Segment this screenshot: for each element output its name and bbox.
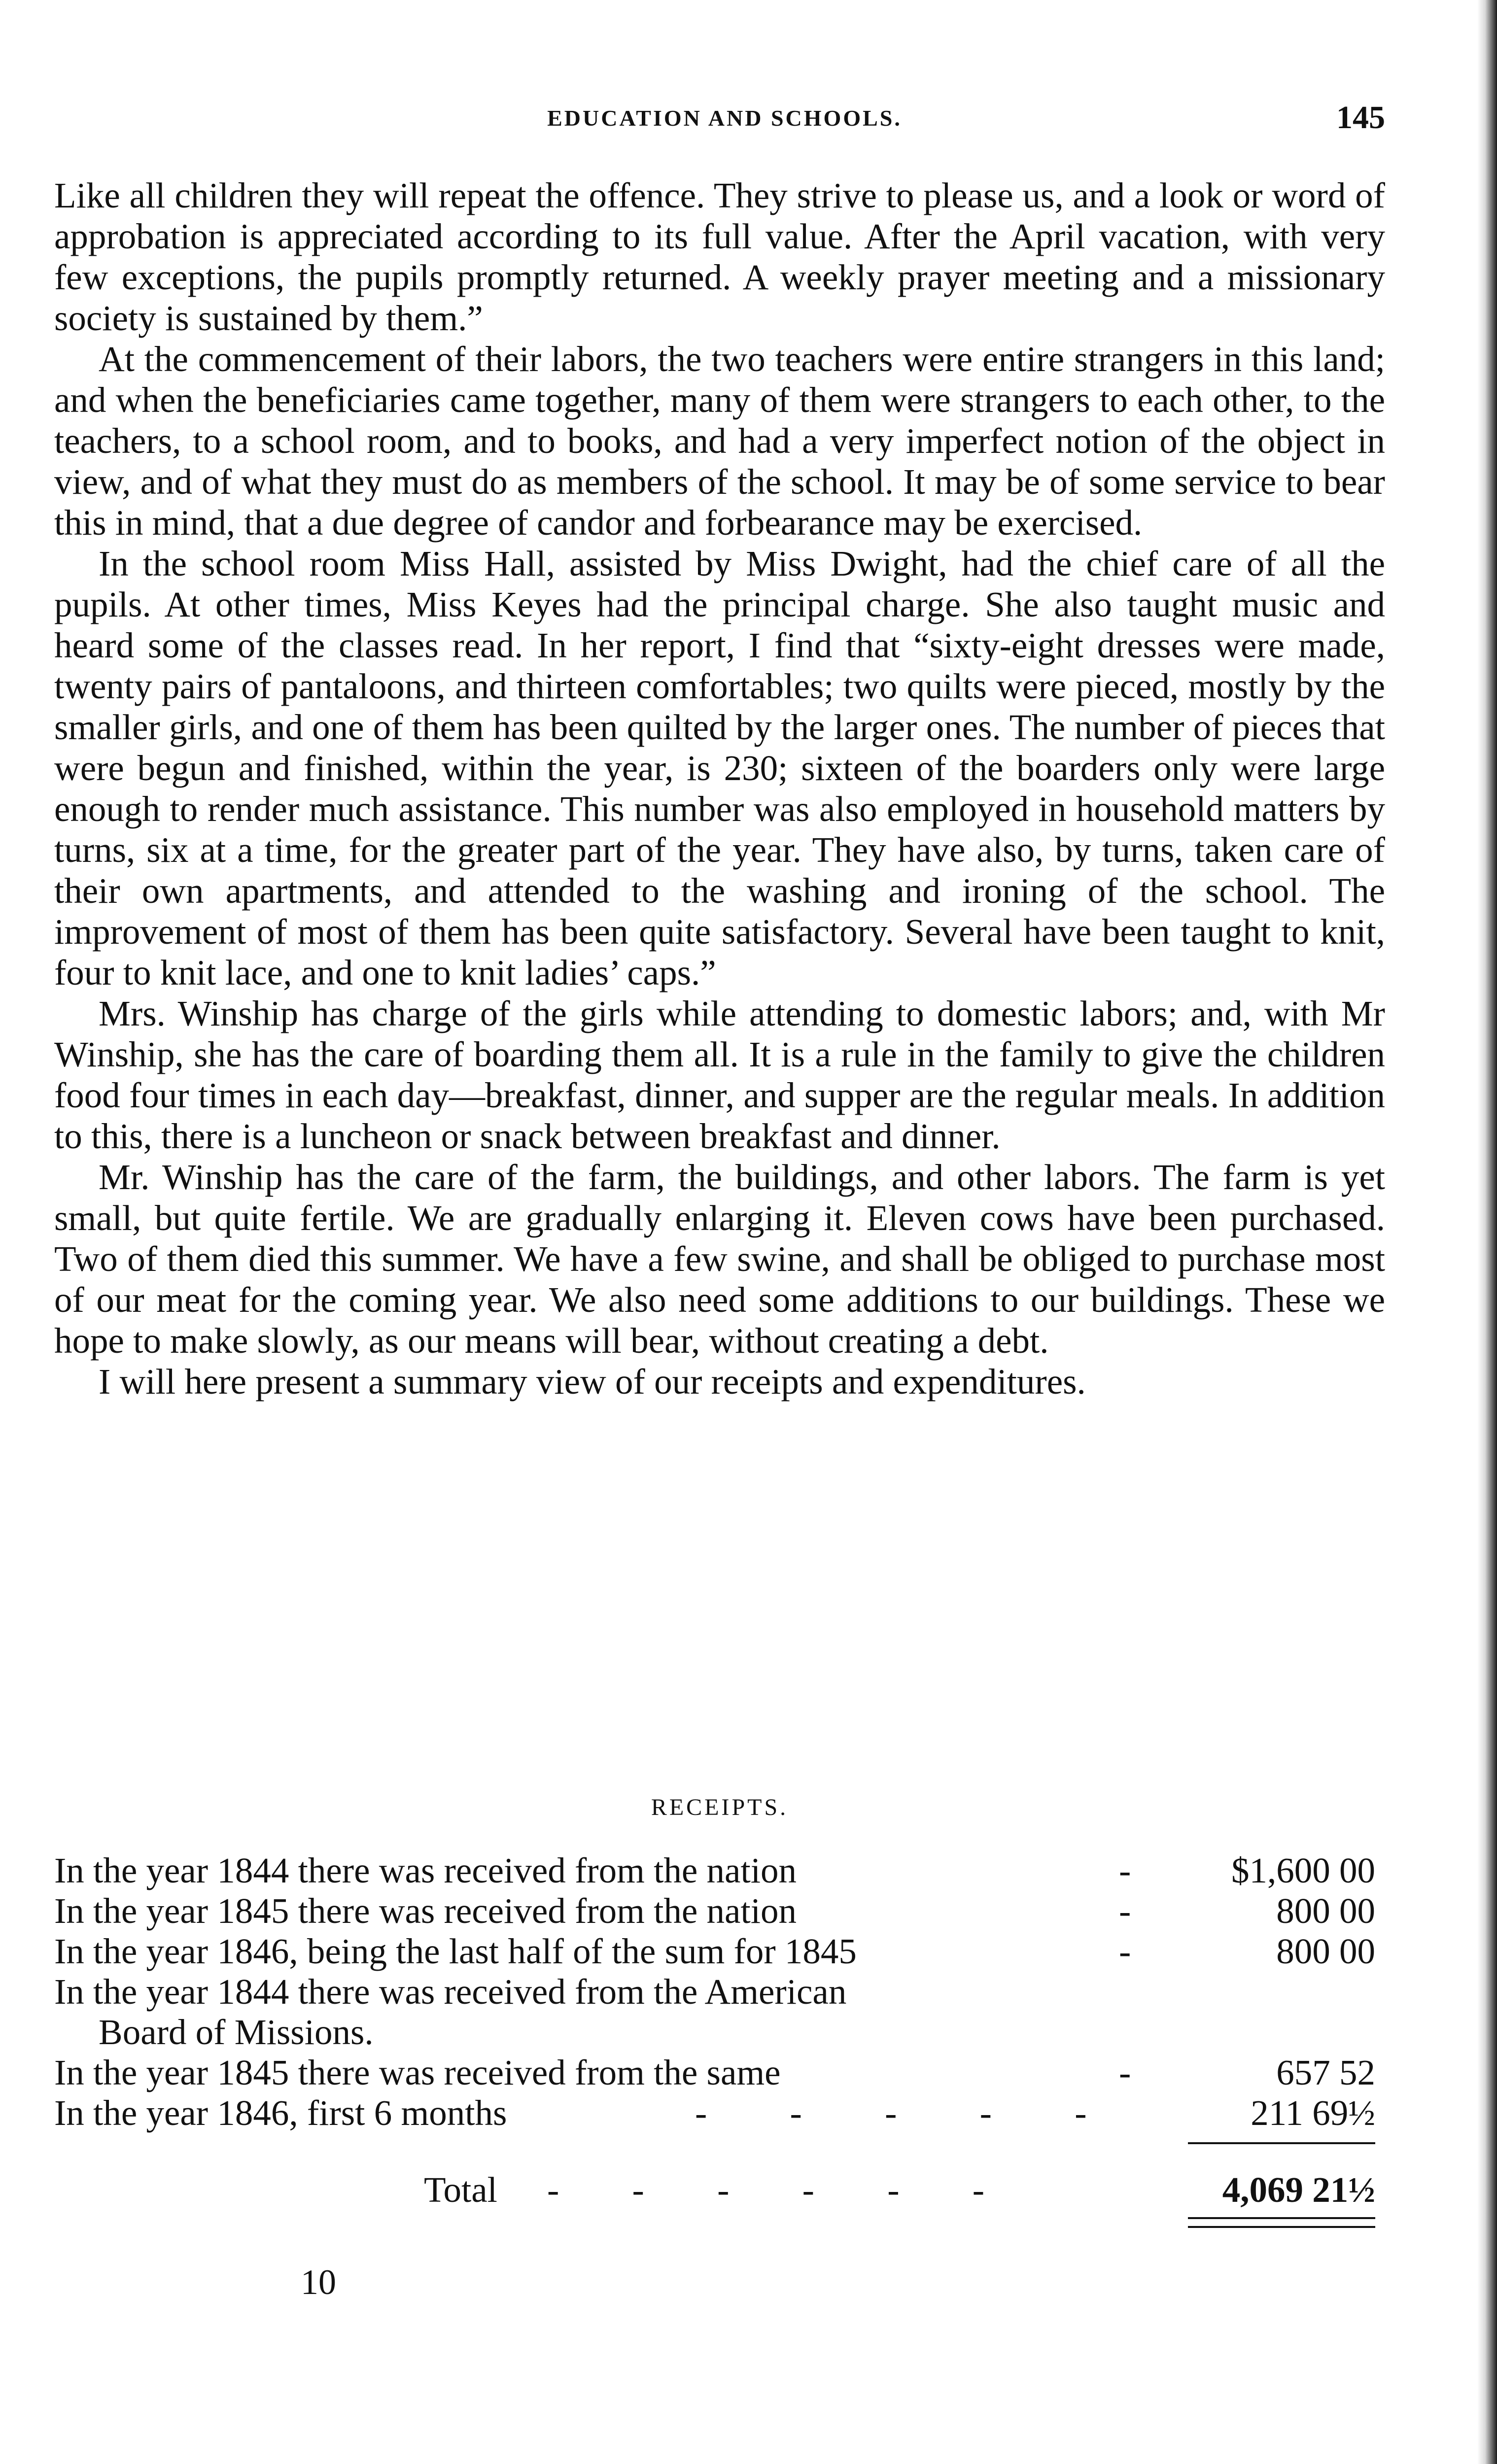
receipt-description: In the year 1846, first 6 months (54, 2093, 507, 2133)
receipt-row (54, 1891, 1375, 1931)
double-rule-wrap (54, 2217, 1375, 2232)
receipt-amount: 800 00 (1276, 1931, 1375, 1971)
receipt-description (54, 1972, 1109, 2053)
leader-dash: - - - - - (695, 2093, 1087, 2133)
paragraph-5: Mr. Winship has the care of the farm, the buildings, and other labors. The farm is yet small, but quite fertile. We are gradually enlarging it. Eleven cows have been purchased. Two of them died this summer. We have a few swine, and shall be obliged to purchase most of our meat for the coming year. We also need some additions to our buildings. These we hope to make slowly, as our means will bear, without creating a debt. (54, 1157, 1385, 1361)
receipts-title: RECEIPTS. (651, 1794, 789, 1820)
receipt-amount: 800 00 (1276, 1891, 1375, 1931)
receipt-amount: $1,600 00 (1231, 1850, 1375, 1890)
page-header (54, 96, 1395, 145)
leader-dash: - (1119, 2053, 1131, 2092)
receipt-row (54, 1850, 1375, 1891)
receipt-row (54, 2093, 1375, 2133)
receipt-description: In the year 1845 there was received from the same (54, 2053, 781, 2092)
total-leader-dashes: - - - - - - (547, 2170, 985, 2210)
signature-mark: 10 (301, 2262, 336, 2302)
receipt-description: In the year 1845 there was received from the nation (54, 1891, 797, 1931)
leader-dash: - (1119, 1931, 1131, 1971)
receipt-row (54, 2053, 1375, 2093)
receipt-description-line-2: Board of Missions. (99, 2012, 374, 2052)
receipts-table (54, 1850, 1375, 2232)
body-text (54, 175, 1385, 1402)
double-rule (1188, 2217, 1375, 2228)
paragraph-6: I will here present a summary view of our receipts and expenditures. (99, 1362, 1086, 1402)
total-row (54, 2163, 1375, 2217)
paragraph-2: At the commencement of their labors, the two teachers were entire strangers in this land; and when the beneficiaries came together, many of them were strangers to each other, to the teachers, to a school room, and to books, and had a very imperfect notion of the object in view, and of what they must do as members of the school. It may be of some service to bear this in mind, that a due degree of candor and forbearance may be exercised. (54, 339, 1385, 543)
leader-dash: - (1119, 1850, 1131, 1890)
page-edge-shadow (1477, 0, 1497, 2464)
sum-rule-wrap (54, 2133, 1375, 2148)
receipt-amount: 211 69½ (1251, 2093, 1375, 2133)
receipt-description: In the year 1846, being the last half of the sum for 1845 (54, 1931, 857, 1971)
paragraph-4: Mrs. Winship has charge of the girls while attending to domestic labors; and, with Mr Winship, she has the care of boarding them all. It is a rule in the family to give the children food four times in each day—breakfast, dinner, and supper are the regular meals. In addition to this, there is a luncheon or snack between breakfast and dinner. (54, 993, 1385, 1156)
sum-rule (1188, 2142, 1375, 2144)
page-number: 145 (1336, 100, 1385, 136)
total-label: Total (424, 2170, 497, 2210)
total-amount: 4,069 21½ (1222, 2170, 1375, 2210)
paragraph-3: In the school room Miss Hall, assisted by Miss Dwight, had the chief care of all the pupils. At other times, Miss Keyes had the principal charge. She also taught music and heard some of the classes read. In her report, I find that “sixty-eight dresses were made, twenty pairs of pantaloons, and thirteen comfortables; two quilts were pieced, mostly by the smaller girls, and one of them has been quilted by the larger ones. The number of pieces that were begun and finished, within the year, is 230; sixteen of the boarders only were large enough to render much assistance. This number was also employed in household matters by turns, six at a time, for the greater part of the year. They have also, by turns, taken care of their own apartments, and attended to the washing and ironing of the school. The improvement of most of them has been quite satisfactory. Several have been taught to knit, four to knit lace, and one to knit ladies’ caps.” (54, 544, 1385, 992)
receipt-row (54, 1931, 1375, 1972)
receipt-row (54, 1972, 1375, 2053)
receipt-description-line-1: In the year 1844 there was received from the American (54, 1972, 847, 2012)
receipt-amount: 657 52 (1276, 2053, 1375, 2092)
receipt-description: In the year 1844 there was received from the nation (54, 1850, 797, 1890)
paragraph-1: Like all children they will repeat the offence. They strive to please us, and a look or word of approbation is appreciated according to its full value. After the April vacation, with very few exceptions, the pupils promptly returned. A weekly prayer meeting and a missionary society is sustained by them.” (54, 175, 1385, 338)
leader-dash: - (1119, 1891, 1131, 1931)
running-head: EDUCATION AND SCHOOLS. (547, 105, 902, 131)
